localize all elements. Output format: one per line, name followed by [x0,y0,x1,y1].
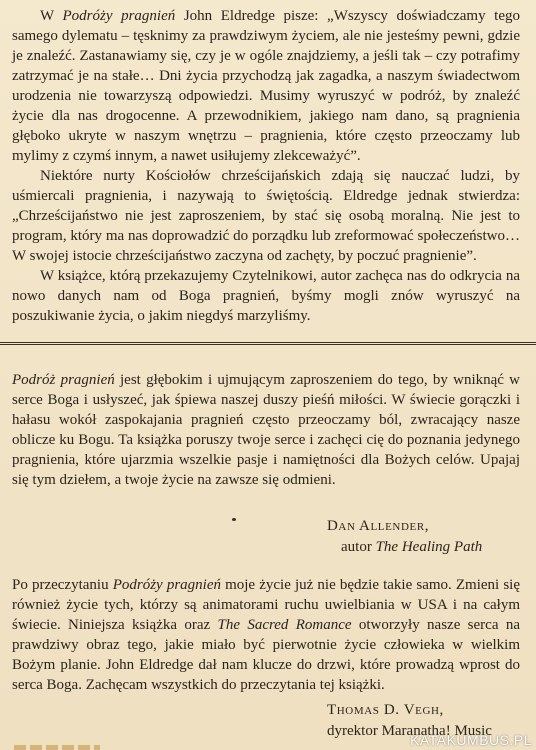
intro-paragraph-3: W książce, którą przekazujemy Czytelnikowi, autor zachęca nas do odkrycia na nowo danych nam od Boga pragnień, byśmy mogli znów wyruszyć na poszukiwanie życia, o jakim niegdyś marzyliśmy. [12,268,520,324]
stray-mark [232,518,236,521]
endorsement-2-role: dyrektor Maranatha! Music [327,723,492,739]
watermark: KATAKUMBUS.PL [410,732,532,748]
endorsement-1-author: Dan Allender, [327,518,430,534]
intro-section [12,6,520,326]
endorsement-2 [12,575,520,695]
endorsement-2-author: Thomas D. Vegh, [327,702,444,718]
intro-paragraph-2: Niektóre nurty Kościołów chrześcijańskich zdają się nauczać ludzi, by uśmiercali pragnienia, i nazywają to świętością. Eldredge jednak stwierdza: „Chrześcijaństwo nie jest zaproszeniem, by stać się osobą moralną. Nie jest to program, który ma nas doprowadzić do porządku lub zreformować społeczeństwo… W swojej istocie chrześcijaństwo zaczyna od zachęty, by poczuć pragnienie”. [12,168,520,264]
cut-off-text-fragment [14,745,100,750]
endorsement-1 [12,370,520,490]
section-divider [0,342,536,345]
endorsement-1-role: autor The Healing Path [341,539,483,555]
endorsement-2-text: Po przeczytaniu Podróży pragnień moje życie już nie będzie takie samo. Zmieni się również życie tych, którzy są animatorami ruchu uwielbiania w USA i na całym świecie. Niniejsza książka oraz The Sacred Romance otworzyły nasze serca na prawdziwy obraz tego, jakie miało być pierwotnie życie człowieka w wielkim Bożym planie. John Eldredge dał nam klucze do drzwi, które prowadzą wprost do serca Boga. Zachęcam wszystkich do przeczytania tej książki. [12,577,520,693]
intro-paragraph-1: W Podróży pragnień John Eldredge pisze: „Wszyscy doświadczamy tego samego dylematu – tęsknimy za prawdziwym życiem, ale nie jesteśmy pewni, gdzie je znaleźć. Zastanawiamy się, czy je w ogóle znajdziemy, a jeśli tak – czy potrafimy zatrzymać je na stałe… Dni życia przychodzą jak zagadka, a naszym świadectwom urodzenia nie towarzyszą odpowiedzi. Musimy wyruszyć w podróż, by znaleźć życie dla nas drogocenne. A przewodnikiem, jakiego nam dano, są pragnienia głęboko ukryte w naszym wnętrzu – pragnienia, które często przeoczamy lub mylimy z czymś innym, a nawet usiłujemy zlekceważyć”. [12,8,520,164]
endorsement-1-text: Podróż pragnień jest głębokim i ujmującym zaproszeniem do tego, by wniknąć w serce Boga i usłyszeć, jak śpiewa naszej duszy pieśń miłości. W świecie gorączki i hałasu wokół zaspokajania pragnień często przeoczamy ból, zwracający nasze oblicze ku Bogu. Ta książka poruszy twoje serce i zachęci cię do poznania jedynego pragnienia, które ujarzmia wszelkie pasje i namiętności dla Bożych celów. Upajaj się tym dziełem, a twoje życie na zawsze się odmieni. [12,372,521,488]
